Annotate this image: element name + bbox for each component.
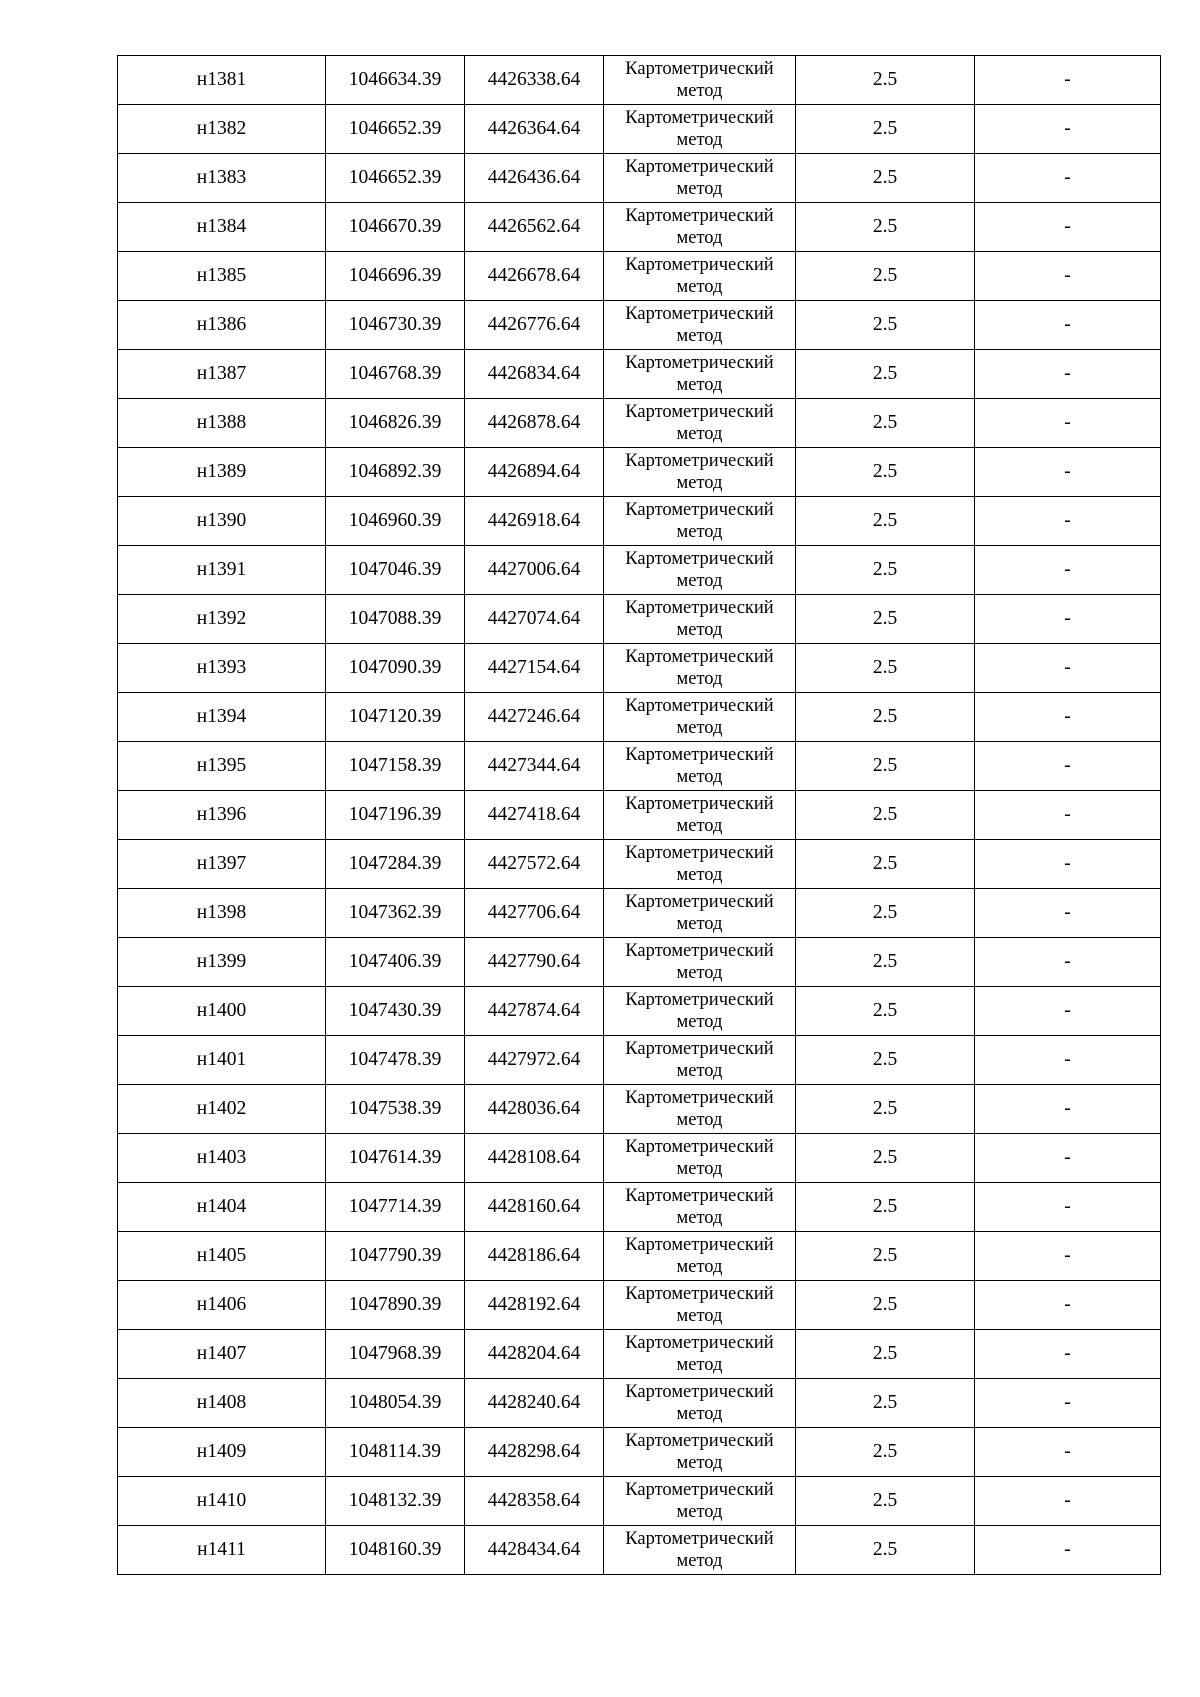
coord-y-cell: 4428204.64 — [465, 1330, 604, 1379]
description-cell: - — [975, 56, 1161, 105]
method-cell: Картометрический метод — [604, 1330, 796, 1379]
accuracy-cell: 2.5 — [796, 938, 975, 987]
coordinates-table — [117, 55, 1161, 1575]
accuracy-cell: 2.5 — [796, 1526, 975, 1575]
point-name-cell: н1382 — [118, 105, 326, 154]
table-row — [118, 1428, 1161, 1477]
point-name-cell: н1383 — [118, 154, 326, 203]
coord-y-cell: 4426894.64 — [465, 448, 604, 497]
coord-x-cell: 1046892.39 — [326, 448, 465, 497]
point-name-cell: н1399 — [118, 938, 326, 987]
point-name-cell: н1395 — [118, 742, 326, 791]
accuracy-cell: 2.5 — [796, 56, 975, 105]
coord-y-cell: 4428186.64 — [465, 1232, 604, 1281]
coord-x-cell: 1048132.39 — [326, 1477, 465, 1526]
method-cell: Картометрический метод — [604, 1428, 796, 1477]
description-cell: - — [975, 693, 1161, 742]
description-cell: - — [975, 791, 1161, 840]
table-row — [118, 1526, 1161, 1575]
coord-x-cell: 1047362.39 — [326, 889, 465, 938]
table-row — [118, 1379, 1161, 1428]
description-cell: - — [975, 742, 1161, 791]
method-cell: Картометрический метод — [604, 56, 796, 105]
description-cell: - — [975, 1134, 1161, 1183]
coord-x-cell: 1047046.39 — [326, 546, 465, 595]
table-row — [118, 399, 1161, 448]
accuracy-cell: 2.5 — [796, 1232, 975, 1281]
accuracy-cell: 2.5 — [796, 1085, 975, 1134]
description-cell: - — [975, 1183, 1161, 1232]
coord-x-cell: 1047478.39 — [326, 1036, 465, 1085]
description-cell: - — [975, 1281, 1161, 1330]
table-row — [118, 1183, 1161, 1232]
coord-x-cell: 1046768.39 — [326, 350, 465, 399]
coord-x-cell: 1046652.39 — [326, 105, 465, 154]
method-cell: Картометрический метод — [604, 1477, 796, 1526]
table-row — [118, 546, 1161, 595]
method-cell: Картометрический метод — [604, 546, 796, 595]
coord-y-cell: 4426338.64 — [465, 56, 604, 105]
coord-x-cell: 1047090.39 — [326, 644, 465, 693]
method-cell: Картометрический метод — [604, 840, 796, 889]
point-name-cell: н1390 — [118, 497, 326, 546]
coord-x-cell: 1047158.39 — [326, 742, 465, 791]
description-cell: - — [975, 1330, 1161, 1379]
accuracy-cell: 2.5 — [796, 448, 975, 497]
point-name-cell: н1387 — [118, 350, 326, 399]
coord-y-cell: 4427572.64 — [465, 840, 604, 889]
accuracy-cell: 2.5 — [796, 497, 975, 546]
coord-x-cell: 1048160.39 — [326, 1526, 465, 1575]
accuracy-cell: 2.5 — [796, 1379, 975, 1428]
coord-x-cell: 1046826.39 — [326, 399, 465, 448]
point-name-cell: н1398 — [118, 889, 326, 938]
method-cell: Картометрический метод — [604, 1232, 796, 1281]
point-name-cell: н1408 — [118, 1379, 326, 1428]
point-name-cell: н1403 — [118, 1134, 326, 1183]
point-name-cell: н1384 — [118, 203, 326, 252]
coord-y-cell: 4428160.64 — [465, 1183, 604, 1232]
point-name-cell: н1411 — [118, 1526, 326, 1575]
coord-y-cell: 4427006.64 — [465, 546, 604, 595]
point-name-cell: н1405 — [118, 1232, 326, 1281]
description-cell: - — [975, 350, 1161, 399]
description-cell: - — [975, 105, 1161, 154]
coord-x-cell: 1047120.39 — [326, 693, 465, 742]
coord-x-cell: 1046696.39 — [326, 252, 465, 301]
table-row — [118, 791, 1161, 840]
coord-y-cell: 4427790.64 — [465, 938, 604, 987]
table-row — [118, 938, 1161, 987]
description-cell: - — [975, 399, 1161, 448]
description-cell: - — [975, 1379, 1161, 1428]
coord-y-cell: 4427074.64 — [465, 595, 604, 644]
description-cell: - — [975, 1036, 1161, 1085]
table-row — [118, 742, 1161, 791]
point-name-cell: н1392 — [118, 595, 326, 644]
method-cell: Картометрический метод — [604, 644, 796, 693]
table-row — [118, 203, 1161, 252]
point-name-cell: н1402 — [118, 1085, 326, 1134]
method-cell: Картометрический метод — [604, 889, 796, 938]
coord-y-cell: 4426678.64 — [465, 252, 604, 301]
description-cell: - — [975, 595, 1161, 644]
accuracy-cell: 2.5 — [796, 1183, 975, 1232]
table-row — [118, 889, 1161, 938]
table-row — [118, 1232, 1161, 1281]
description-cell: - — [975, 1085, 1161, 1134]
coord-x-cell: 1047406.39 — [326, 938, 465, 987]
description-cell: - — [975, 1526, 1161, 1575]
coord-y-cell: 4428192.64 — [465, 1281, 604, 1330]
table-row — [118, 595, 1161, 644]
coord-x-cell: 1047430.39 — [326, 987, 465, 1036]
coord-y-cell: 4428108.64 — [465, 1134, 604, 1183]
method-cell: Картометрический метод — [604, 497, 796, 546]
point-name-cell: н1381 — [118, 56, 326, 105]
point-name-cell: н1397 — [118, 840, 326, 889]
method-cell: Картометрический метод — [604, 693, 796, 742]
method-cell: Картометрический метод — [604, 1036, 796, 1085]
coord-y-cell: 4428358.64 — [465, 1477, 604, 1526]
coord-y-cell: 4428298.64 — [465, 1428, 604, 1477]
table-row — [118, 448, 1161, 497]
method-cell: Картометрический метод — [604, 1134, 796, 1183]
coord-y-cell: 4427706.64 — [465, 889, 604, 938]
coord-x-cell: 1048054.39 — [326, 1379, 465, 1428]
method-cell: Картометрический метод — [604, 448, 796, 497]
coord-y-cell: 4428434.64 — [465, 1526, 604, 1575]
accuracy-cell: 2.5 — [796, 203, 975, 252]
accuracy-cell: 2.5 — [796, 546, 975, 595]
description-cell: - — [975, 448, 1161, 497]
accuracy-cell: 2.5 — [796, 1036, 975, 1085]
method-cell: Картометрический метод — [604, 938, 796, 987]
coord-y-cell: 4428036.64 — [465, 1085, 604, 1134]
coord-y-cell: 4427418.64 — [465, 791, 604, 840]
accuracy-cell: 2.5 — [796, 1281, 975, 1330]
coord-x-cell: 1047614.39 — [326, 1134, 465, 1183]
coord-y-cell: 4426436.64 — [465, 154, 604, 203]
table-row — [118, 644, 1161, 693]
method-cell: Картометрический метод — [604, 154, 796, 203]
coord-y-cell: 4426918.64 — [465, 497, 604, 546]
coord-x-cell: 1047890.39 — [326, 1281, 465, 1330]
accuracy-cell: 2.5 — [796, 154, 975, 203]
description-cell: - — [975, 154, 1161, 203]
accuracy-cell: 2.5 — [796, 350, 975, 399]
coord-x-cell: 1047968.39 — [326, 1330, 465, 1379]
coord-y-cell: 4426834.64 — [465, 350, 604, 399]
table-row — [118, 301, 1161, 350]
method-cell: Картометрический метод — [604, 252, 796, 301]
table-row — [118, 1036, 1161, 1085]
coord-x-cell: 1047714.39 — [326, 1183, 465, 1232]
coord-x-cell: 1047790.39 — [326, 1232, 465, 1281]
point-name-cell: н1391 — [118, 546, 326, 595]
coord-y-cell: 4428240.64 — [465, 1379, 604, 1428]
accuracy-cell: 2.5 — [796, 742, 975, 791]
method-cell: Картометрический метод — [604, 1379, 796, 1428]
method-cell: Картометрический метод — [604, 742, 796, 791]
accuracy-cell: 2.5 — [796, 1330, 975, 1379]
coord-y-cell: 4427154.64 — [465, 644, 604, 693]
method-cell: Картометрический метод — [604, 1183, 796, 1232]
coord-y-cell: 4426776.64 — [465, 301, 604, 350]
table-row — [118, 1134, 1161, 1183]
table-row — [118, 497, 1161, 546]
accuracy-cell: 2.5 — [796, 105, 975, 154]
table-row — [118, 154, 1161, 203]
coord-y-cell: 4427972.64 — [465, 1036, 604, 1085]
description-cell: - — [975, 546, 1161, 595]
coord-x-cell: 1047538.39 — [326, 1085, 465, 1134]
description-cell: - — [975, 840, 1161, 889]
point-name-cell: н1401 — [118, 1036, 326, 1085]
table-row — [118, 987, 1161, 1036]
description-cell: - — [975, 1428, 1161, 1477]
description-cell: - — [975, 203, 1161, 252]
coord-x-cell: 1046960.39 — [326, 497, 465, 546]
coord-x-cell: 1046652.39 — [326, 154, 465, 203]
point-name-cell: н1404 — [118, 1183, 326, 1232]
point-name-cell: н1396 — [118, 791, 326, 840]
coord-y-cell: 4427874.64 — [465, 987, 604, 1036]
coord-x-cell: 1046634.39 — [326, 56, 465, 105]
point-name-cell: н1406 — [118, 1281, 326, 1330]
description-cell: - — [975, 938, 1161, 987]
point-name-cell: н1388 — [118, 399, 326, 448]
coord-x-cell: 1046670.39 — [326, 203, 465, 252]
point-name-cell: н1394 — [118, 693, 326, 742]
method-cell: Картометрический метод — [604, 595, 796, 644]
method-cell: Картометрический метод — [604, 105, 796, 154]
accuracy-cell: 2.5 — [796, 301, 975, 350]
accuracy-cell: 2.5 — [796, 644, 975, 693]
table-row — [118, 105, 1161, 154]
method-cell: Картометрический метод — [604, 791, 796, 840]
description-cell: - — [975, 987, 1161, 1036]
table-row — [118, 1330, 1161, 1379]
coord-x-cell: 1047196.39 — [326, 791, 465, 840]
description-cell: - — [975, 497, 1161, 546]
accuracy-cell: 2.5 — [796, 1428, 975, 1477]
method-cell: Картометрический метод — [604, 1281, 796, 1330]
coord-y-cell: 4426878.64 — [465, 399, 604, 448]
point-name-cell: н1410 — [118, 1477, 326, 1526]
table-row — [118, 350, 1161, 399]
accuracy-cell: 2.5 — [796, 987, 975, 1036]
coordinates-table-body — [118, 56, 1161, 1575]
point-name-cell: н1393 — [118, 644, 326, 693]
table-row — [118, 1085, 1161, 1134]
description-cell: - — [975, 889, 1161, 938]
method-cell: Картометрический метод — [604, 1085, 796, 1134]
coord-y-cell: 4426562.64 — [465, 203, 604, 252]
description-cell: - — [975, 252, 1161, 301]
method-cell: Картометрический метод — [604, 301, 796, 350]
accuracy-cell: 2.5 — [796, 399, 975, 448]
accuracy-cell: 2.5 — [796, 889, 975, 938]
accuracy-cell: 2.5 — [796, 693, 975, 742]
coord-x-cell: 1047088.39 — [326, 595, 465, 644]
coord-x-cell: 1046730.39 — [326, 301, 465, 350]
accuracy-cell: 2.5 — [796, 595, 975, 644]
coord-y-cell: 4427246.64 — [465, 693, 604, 742]
coord-x-cell: 1047284.39 — [326, 840, 465, 889]
description-cell: - — [975, 301, 1161, 350]
description-cell: - — [975, 1232, 1161, 1281]
coord-x-cell: 1048114.39 — [326, 1428, 465, 1477]
point-name-cell: н1386 — [118, 301, 326, 350]
method-cell: Картометрический метод — [604, 987, 796, 1036]
coord-y-cell: 4426364.64 — [465, 105, 604, 154]
accuracy-cell: 2.5 — [796, 252, 975, 301]
accuracy-cell: 2.5 — [796, 791, 975, 840]
point-name-cell: н1389 — [118, 448, 326, 497]
point-name-cell: н1385 — [118, 252, 326, 301]
coord-y-cell: 4427344.64 — [465, 742, 604, 791]
point-name-cell: н1409 — [118, 1428, 326, 1477]
method-cell: Картометрический метод — [604, 350, 796, 399]
table-row — [118, 252, 1161, 301]
accuracy-cell: 2.5 — [796, 840, 975, 889]
point-name-cell: н1400 — [118, 987, 326, 1036]
table-row — [118, 1281, 1161, 1330]
table-row — [118, 56, 1161, 105]
method-cell: Картометрический метод — [604, 203, 796, 252]
description-cell: - — [975, 644, 1161, 693]
description-cell: - — [975, 1477, 1161, 1526]
table-row — [118, 840, 1161, 889]
accuracy-cell: 2.5 — [796, 1134, 975, 1183]
table-row — [118, 1477, 1161, 1526]
accuracy-cell: 2.5 — [796, 1477, 975, 1526]
method-cell: Картометрический метод — [604, 399, 796, 448]
point-name-cell: н1407 — [118, 1330, 326, 1379]
table-row — [118, 693, 1161, 742]
method-cell: Картометрический метод — [604, 1526, 796, 1575]
